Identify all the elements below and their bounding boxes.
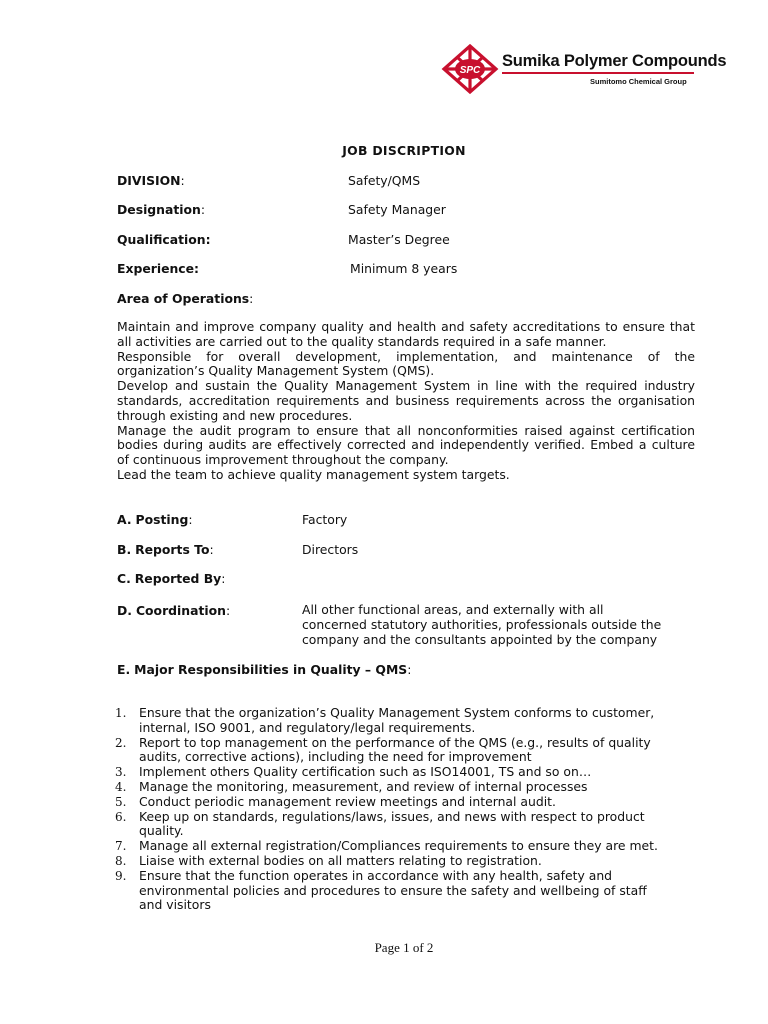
field-qualification [117,232,450,247]
section-responsibilities [117,662,411,677]
field-division [117,173,421,188]
field-label: Designation [117,202,201,217]
list-item [115,736,695,766]
field-experience [117,261,458,276]
list-item-number: 8. [115,853,127,868]
field-value: Master’s Degree [348,232,450,247]
list-item-line: Keep up on standards, regulations/laws, issues, and news with respect to product [139,808,645,824]
list-item [115,854,695,869]
section-letter: B. [117,542,132,557]
section-value: Factory [302,512,348,527]
section-label: Major Responsibilities in Quality – QMS [134,662,408,677]
list-item-number: 9. [115,868,127,883]
section-label: Reports To [135,542,210,557]
area-paragraph: Lead the team to achieve quality management system targets. [117,466,510,482]
coordination-line: company and the consultants appointed by the company [302,631,658,647]
section-coordination [117,603,230,618]
list-item-line: audits, corrective actions), including the need for improvement [139,749,532,765]
company-logo [440,44,727,94]
section-label: Reported By [134,571,222,586]
list-item [115,706,695,736]
section-label: Posting [135,512,189,527]
responsibilities-list [115,706,695,913]
section-posting [117,512,348,527]
list-item-number: 1. [115,706,127,720]
section-separator: : [209,542,214,557]
area-separator: : [249,291,254,306]
field-label: Experience: [117,261,200,276]
area-paragraph: Responsible for overall development, implementation, and maintenance of the organization’s Quality Management System (QMS). [117,348,695,379]
field-label: DIVISION [117,173,181,188]
list-item-line: internal, ISO 9001, and regulatory/legal requirements. [139,719,476,735]
section-value: Directors [302,542,359,557]
list-item-number: 3. [115,765,127,780]
list-item [115,780,695,795]
list-item-line: Ensure that the organization’s Quality Management System conforms to customer, [139,705,655,720]
area-paragraph: Develop and sustain the Quality Management System in line with the required industry standards, accreditation requirements and business requirements across the organisation through existing and new procedures. [117,378,695,423]
list-item-line: quality. [139,823,184,839]
section-letter: D. [117,603,132,618]
section-reports-to [117,542,359,557]
list-item [115,810,695,840]
section-separator: : [188,512,193,527]
list-item-line: Manage the monitoring, measurement, and review of internal processes [139,778,588,794]
list-item-line: and visitors [139,897,211,913]
area-description [117,320,695,483]
list-item [115,839,695,854]
section-label: Coordination [135,603,226,618]
coordination-line: concerned statutory authorities, professionals outside the [302,616,662,632]
section-reported-by [117,571,225,586]
field-separator: : [200,202,206,217]
spc-logo-icon [440,44,500,94]
section-letter: A. [117,512,132,527]
list-item-line: Ensure that the function operates in accordance with any health, safety and [139,867,613,883]
section-letter: E. [117,662,131,677]
list-item [115,795,695,810]
field-value: Safety Manager [348,202,446,217]
field-value: Minimum 8 years [350,261,458,276]
list-item-number: 6. [115,809,127,824]
section-separator: : [226,603,231,618]
field-designation [117,202,446,217]
logo-underline [502,72,694,74]
page-number: Page 1 of 2 [374,940,434,955]
list-item-number: 2. [115,735,127,750]
document-title: JOB DISCRIPTION [342,143,466,158]
list-item-number: 5. [115,794,127,809]
list-item-line: environmental policies and procedures to ensure the safety and wellbeing of staff [139,882,647,898]
list-item-line: Implement others Quality certification such as ISO14001, TS and so on… [139,764,592,780]
list-item-line: Report to top management on the performance of the QMS (e.g., results of quality [139,734,651,750]
field-value: Safety/QMS [348,173,421,188]
area-heading [117,291,253,306]
coordination-line: All other functional areas, and externally with all [302,602,604,617]
list-item [115,765,695,780]
list-item [115,869,695,913]
coordination-value [302,603,692,647]
section-separator: : [221,571,226,586]
group-name: Sumitomo Chemical Group [590,77,687,86]
area-paragraph: Maintain and improve company quality and health and safety accreditations to ensure that all activities are carried out to the quality standards required in a safe manner. [117,319,695,349]
section-separator: : [407,662,412,677]
area-paragraph: Manage the audit program to ensure that all nonconformities raised against certification bodies during audits are effectively corrected and independently verified. Embed a culture of continuous improvement throughout the company. [117,422,695,468]
list-item-line: Liaise with external bodies on all matters relating to registration. [139,852,542,868]
list-item-line: Manage all external registration/Compliances requirements to ensure they are met. [139,838,658,854]
list-item-number: 4. [115,779,127,794]
company-name: Sumika Polymer Compounds [502,52,727,70]
list-item-line: Conduct periodic management review meetings and internal audit. [139,793,556,809]
list-item-number: 7. [115,839,127,854]
area-label: Area of Operations [117,291,250,306]
section-letter: C. [117,571,131,586]
field-label: Qualification: [117,232,211,247]
field-separator: : [180,173,185,188]
svg-text:SPC: SPC [459,65,481,76]
